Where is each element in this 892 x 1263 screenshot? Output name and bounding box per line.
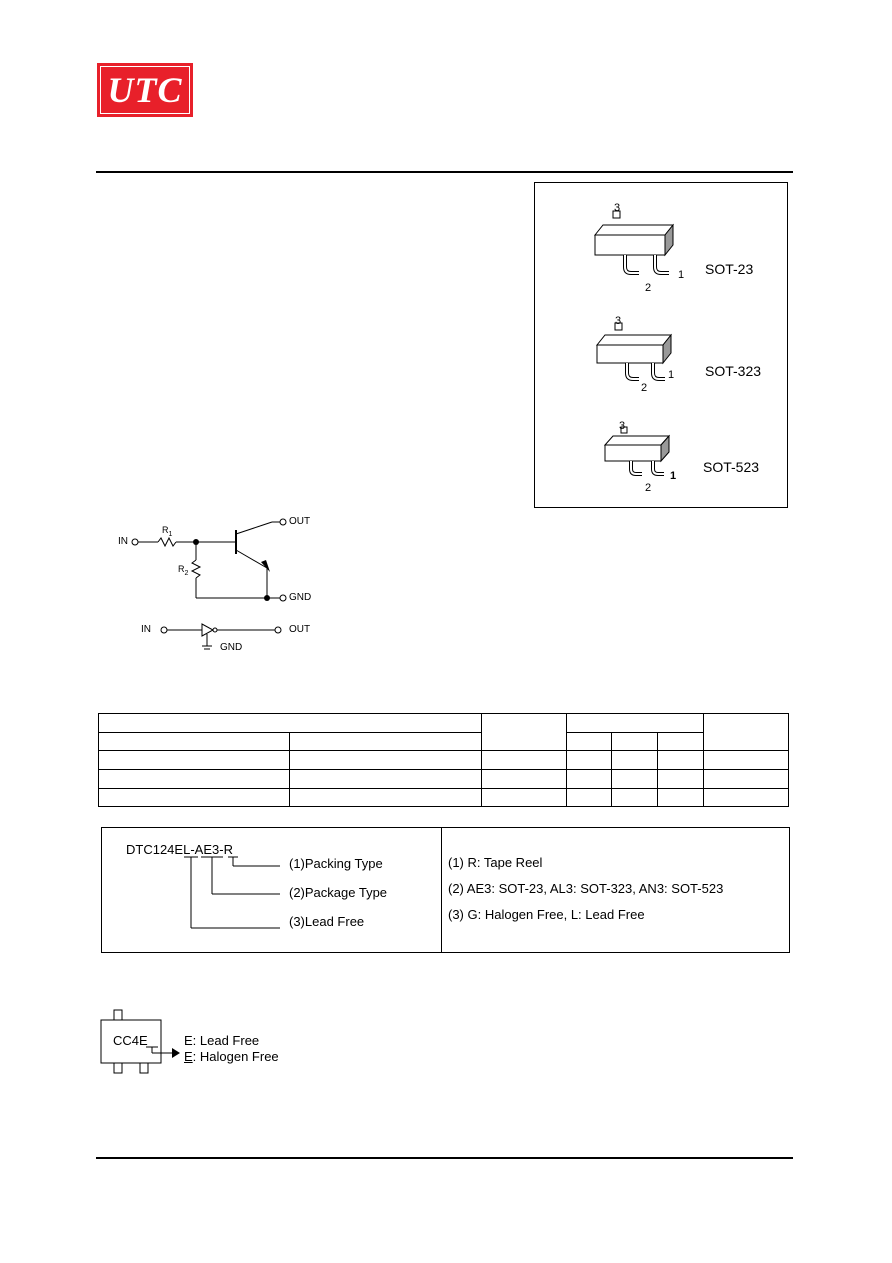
circuit-r1-label: $R_1$ xyxy=(162,525,173,538)
circuit-r2-label: $R_2$ xyxy=(178,564,189,577)
table-header-cell xyxy=(481,714,566,751)
sot-523-pin-3: 3 xyxy=(619,420,626,432)
footer-rule xyxy=(96,1157,793,1159)
symbol-in-label: IN xyxy=(141,624,151,635)
note-package: (2) AE3: SOT-23, AL3: SOT-323, AN3: SOT-523 xyxy=(448,881,724,896)
part-number-callout-lines xyxy=(102,828,441,952)
utc-logo xyxy=(97,63,193,117)
table-header-cell xyxy=(290,733,481,751)
ordering-code-box xyxy=(101,827,790,953)
ordering-box-divider xyxy=(441,828,442,952)
sot-523-label: SOT-523 xyxy=(703,459,760,475)
sot-323-pin-2: 2 xyxy=(641,382,648,394)
sot-323-package-icon xyxy=(597,323,671,379)
table-header-cell xyxy=(99,714,482,733)
sot-23-pin-2: 2 xyxy=(645,282,652,294)
table-header-cell xyxy=(566,714,704,733)
table-header-cell xyxy=(612,733,658,751)
table-header-cell xyxy=(658,733,704,751)
logo-text: UTC xyxy=(100,66,190,114)
marking-legend-lead-free: E: Lead Free xyxy=(184,1033,260,1048)
sot-523-pin-1: 1 xyxy=(670,470,677,482)
lead-free-label: (3)Lead Free xyxy=(289,914,365,929)
sot-323-pin-1: 1 xyxy=(668,369,675,381)
table-row xyxy=(99,770,789,789)
circuit-gnd-label: GND xyxy=(289,592,312,603)
sot-323-label: SOT-323 xyxy=(705,363,762,379)
package-outline-box xyxy=(534,182,788,508)
table-header-cell xyxy=(99,733,290,751)
sot-23-pin-3: 3 xyxy=(614,202,621,214)
package-type-label: (2)Package Type xyxy=(289,885,388,900)
sot-523-package-icon xyxy=(605,427,669,474)
circuit-out-label: OUT xyxy=(289,516,311,527)
sot-323-pin-3: 3 xyxy=(615,315,622,327)
note-packing: (1) R: Tape Reel xyxy=(448,855,543,870)
table-row xyxy=(99,751,789,770)
packing-type-label: (1)Packing Type xyxy=(289,856,383,871)
header-rule xyxy=(96,171,793,173)
marking-legend-halogen-free: E: Halogen Free xyxy=(184,1049,279,1064)
table-header-cell xyxy=(704,714,789,751)
symbol-gnd-label: GND xyxy=(220,642,243,653)
circuit-in-label: IN xyxy=(118,536,128,547)
marking-code: CC4E xyxy=(113,1033,148,1048)
table-header-cell xyxy=(566,733,612,751)
ordering-table xyxy=(98,713,789,807)
sot-23-package-icon xyxy=(595,211,673,273)
part-number: DTC124EL-AE3-R xyxy=(126,842,233,857)
table-row xyxy=(99,789,789,807)
note-lead-free: (3) G: Halogen Free, L: Lead Free xyxy=(448,907,645,922)
sot-523-pin-2: 2 xyxy=(645,482,652,494)
symbol-out-label: OUT xyxy=(289,624,311,635)
sot-23-label: SOT-23 xyxy=(705,261,754,277)
sot-23-pin-1: 1 xyxy=(678,269,685,281)
